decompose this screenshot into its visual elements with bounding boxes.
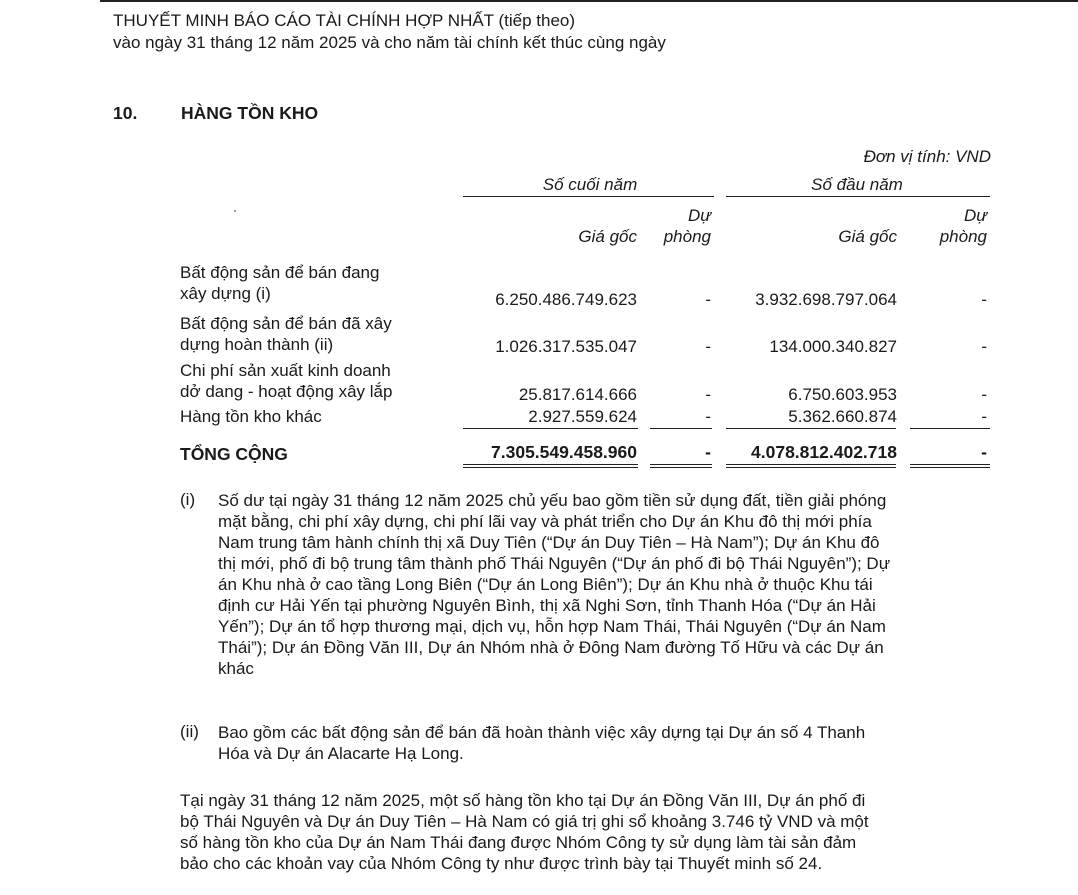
row-label (180, 313, 392, 355)
note-line: thị mới, phố đi bộ trung tâm thành phố Thái Nguyên (“Dự án phố đi bộ Thái Nguyên”); Dự (218, 554, 891, 573)
currency-unit: Đơn vị tính: VND (863, 147, 991, 166)
cell-begin-provision: - (981, 385, 987, 404)
cell-end-provision: - (705, 337, 711, 356)
col-header-cost-end: Giá gốc (578, 227, 637, 246)
row-label-line: xây dựng (i) (180, 284, 271, 303)
col-header-cost-begin: Giá gốc (838, 227, 897, 246)
note-text (218, 722, 993, 764)
note-line: Số dư tại ngày 31 tháng 12 năm 2025 chủ yếu bao gồm tiền sử dụng đất, tiền giải phóng (218, 491, 887, 510)
col-header-line: phòng (939, 227, 987, 246)
note-line: định cư Hải Yến tại phường Nguyên Bình, thị xã Nghi Sơn, tỉnh Thanh Hóa (“Dự án Hải (218, 596, 876, 615)
note-line: án Khu nhà ở cao tầng Long Biên (“Dự án Long Biên”); Dự án Khu nhà ở thuộc Khu tái (218, 575, 873, 594)
total-end-provision: - (705, 442, 711, 462)
group-header-year-begin: Số đầu năm (811, 175, 903, 194)
cell-end-cost: 25.817.614.666 (518, 385, 637, 404)
col-header-provision-begin (940, 205, 987, 247)
note-marker: (ii) (180, 722, 199, 741)
row-label: Hàng tồn kho khác (180, 407, 322, 426)
row-label-line: Bất động sản để bán đã xây (180, 314, 392, 333)
total-begin-cost: 4.078.812.402.718 (751, 442, 897, 462)
group-header-year-end: Số cuối năm (542, 175, 638, 194)
scan-speck (234, 210, 236, 212)
cell-begin-provision: - (981, 337, 987, 356)
note-text (218, 490, 993, 679)
section-title: HÀNG TỒN KHO (181, 103, 319, 123)
subtotal-rule (726, 428, 896, 429)
paragraph-line: số hàng tồn kho của Dự án Nam Thái đang được Nhóm Công ty sử dụng làm tài sản đảm (180, 833, 857, 852)
total-begin-provision: - (981, 442, 987, 462)
cell-end-provision: - (705, 290, 711, 309)
cell-end-provision: - (705, 407, 711, 426)
col-header-line: Dự (687, 206, 711, 225)
header-subtitle: vào ngày 31 tháng 12 năm 2025 và cho năm tài chính kết thúc cùng ngày (113, 33, 666, 52)
row-label-line: dở dang - hoạt động xây lắp (180, 382, 393, 401)
total-double-rule (650, 467, 712, 468)
total-double-rule (910, 467, 990, 468)
paragraph-line: Tại ngày 31 tháng 12 năm 2025, một số hàng tồn kho tại Dự án Đồng Văn III, Dự án phố đi (180, 791, 866, 810)
cell-begin-cost: 6.750.603.953 (788, 385, 897, 404)
note-line: Thái”); Dự án Đồng Văn III, Dự án Nhóm nhà ở Đông Nam đường Tố Hữu và các Dự án (218, 638, 884, 657)
total-double-rule (463, 464, 638, 465)
cell-end-cost: 6.250.486.749.623 (495, 290, 637, 309)
cell-end-cost: 2.927.559.624 (528, 407, 637, 426)
section-number: 10. (113, 103, 138, 123)
cell-begin-cost: 3.932.698.797.064 (755, 290, 897, 309)
document-header (113, 10, 666, 54)
top-rule (100, 0, 1078, 2)
col-header-provision-end (664, 205, 711, 247)
total-double-rule (463, 467, 638, 468)
note-marker: (i) (180, 490, 196, 509)
subtotal-rule (910, 428, 990, 429)
row-label-line: Chi phí sản xuất kinh doanh (180, 361, 391, 380)
col-header-line: phòng (663, 227, 711, 246)
total-double-rule (726, 467, 896, 468)
group-underline (726, 196, 990, 197)
note-line: Hóa và Dự án Alacarte Hạ Long. (218, 744, 464, 763)
total-double-rule (910, 464, 990, 465)
cell-begin-cost: 134.000.340.827 (769, 337, 897, 356)
note-line: Nam trung tâm hành chính thị xã Duy Tiên (“Dự án Duy Tiên – Hà Nam”); Dự án Khu đô (218, 533, 880, 552)
closing-paragraph (180, 790, 995, 874)
cell-begin-provision: - (981, 407, 987, 426)
cell-end-cost: 1.026.317.535.047 (495, 337, 637, 356)
cell-begin-provision: - (981, 290, 987, 309)
total-double-rule (650, 464, 712, 465)
row-label-line: dựng hoàn thành (ii) (180, 335, 334, 354)
row-label (180, 262, 379, 304)
total-double-rule (726, 464, 896, 465)
row-label (180, 360, 392, 402)
paragraph-line: bộ Thái Nguyên và Dự án Duy Tiên – Hà Nam có giá trị ghi sổ khoảng 3.746 tỷ VND và một (180, 812, 869, 831)
col-header-line: Dự (963, 206, 987, 225)
group-underline (463, 196, 714, 197)
note-line: mặt bằng, chi phí xây dựng, chi phí lãi vay và phát triển cho Dự án Khu đô thị mới phía (218, 512, 872, 531)
subtotal-rule (650, 428, 712, 429)
note-line: Yến”); Dự án tổ hợp thương mại, dịch vụ, hỗn hợp Nam Thái, Thái Nguyên (“Dự án Nam (218, 617, 886, 636)
subtotal-rule (463, 428, 638, 429)
total-end-cost: 7.305.549.458.960 (491, 442, 637, 462)
note-line: khác (218, 659, 254, 678)
header-title: THUYẾT MINH BÁO CÁO TÀI CHÍNH HỢP NHẤT (tiếp theo) (113, 11, 576, 30)
paragraph-line: bảo cho các khoản vay của Nhóm Công ty như được trình bày tại Thuyết minh số 24. (180, 854, 823, 873)
cell-begin-cost: 5.362.660.874 (788, 407, 897, 426)
note-line: Bao gồm các bất động sản để bán đã hoàn thành việc xây dựng tại Dự án số 4 Thanh (218, 723, 866, 742)
total-label: TỔNG CỘNG (180, 444, 288, 464)
cell-end-provision: - (705, 385, 711, 404)
row-label-line: Bất động sản để bán đang (180, 263, 380, 282)
